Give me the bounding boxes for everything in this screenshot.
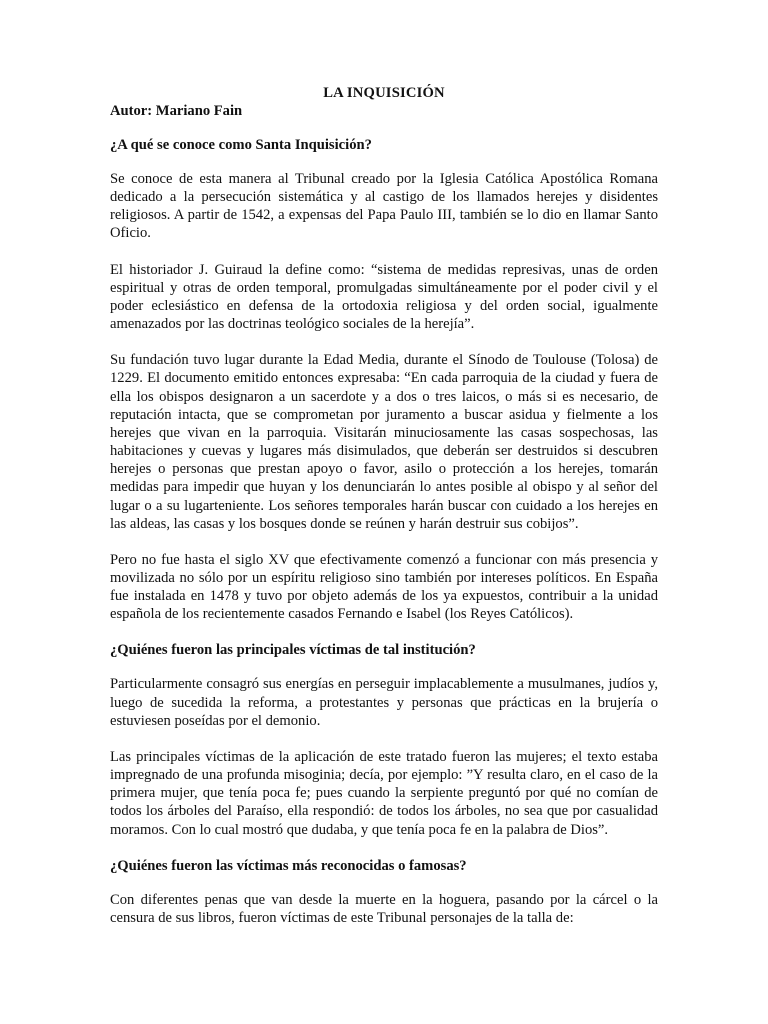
- section-heading: ¿Quiénes fueron las víctimas más reconocidas o famosas?: [110, 857, 467, 874]
- paragraph: Con diferentes penas que van desde la muerte en la hoguera, pasando por la cárcel o la censura de sus libros, fueron víctimas de este Tribunal personajes de la talla de:: [110, 891, 658, 926]
- paragraph: Se conoce de esta manera al Tribunal creado por la Iglesia Católica Apostólica Romana dedicado a la persecución sistemática y al castigo de los llamados herejes y disidentes religiosos. A partir de 1542, a expensas del Papa Paulo III, también se lo dio en llamar Santo Oficio.: [110, 171, 658, 242]
- paragraph: Pero no fue hasta el siglo XV que efectivamente comenzó a funcionar con más presencia y movilizada no sólo por un espíritu religioso sino también por intereses políticos. En España fue instalada en 1478 y tuvo por objeto además de los ya expuestos, contribuir a la unidad española de los recientemente casados Fernando e Isabel (los Reyes Católicos).: [110, 551, 658, 623]
- paragraph: Las principales víctimas de la aplicación de este tratado fueron las mujeres; el texto estaba impregnado de una profunda misoginia; decía, por ejemplo: ”Y resulta claro, en el caso de la primera mujer, que tenía poca fe; pues cuando la serpiente preguntó por qué no comían de todos los árboles del Paraíso, ella respondió: de todos los árboles, no sea que por casualidad moramos. Con lo cual mostró que dudaba, y que tenía poca fe en la palabra de Dios”.: [110, 748, 658, 838]
- document-author: Autor: Mariano Fain: [110, 103, 243, 119]
- section-heading: ¿Quiénes fueron las principales víctimas de tal institución?: [110, 642, 476, 659]
- paragraph: El historiador J. Guiraud la define como: “sistema de medidas represivas, unas de orden espiritual y otras de orden temporal, promulgadas simultáneamente por el poder civil y el poder eclesiástico en defensa de la ortodoxia religiosa y del orden social, igualmente amenazados por las doctrinas teológico sociales de la herejía”.: [110, 261, 658, 333]
- paragraph: Particularmente consagró sus energías en perseguir implacablemente a musulmanes, judíos y, luego de sucedida la reforma, a protestantes y personas que prácticas en la brujería o estuviesen poseídas por el demonio.: [110, 676, 658, 729]
- section-heading: ¿A qué se conoce como Santa Inquisición?: [110, 137, 372, 153]
- paragraph: Su fundación tuvo lugar durante la Edad Media, durante el Sínodo de Toulouse (Tolosa) de 1229. El documento emitido entonces expresaba: “En cada parroquia de la ciudad y fuera de ella los obispos designaron a un sacerdote y a dos o tres laicos, o más si es necesario, de reputación intacta, que se comprometan por juramento a buscar asidua y fielmente a los herejes que vivan en la parroquia. Visitarán minuciosamente las casas sospechosas, las habitaciones y cuevas y lugares más disimulados, que deberán ser destruidos si descubren herejes o personas que prestan apoyo o favor, asilo o protección a los herejes, tomarán medidas para impedir que huyan y los denunciarán lo antes posible al obispo y al señor del lugar o a su lugarteniente. Los señores temporales harán buscar con cuidado a los herejes en las aldeas, las casas y los bosques donde se reúnen y harán destruir sus cobijos”.: [110, 352, 658, 532]
- document-title: LA INQUISICIÓN: [323, 85, 445, 101]
